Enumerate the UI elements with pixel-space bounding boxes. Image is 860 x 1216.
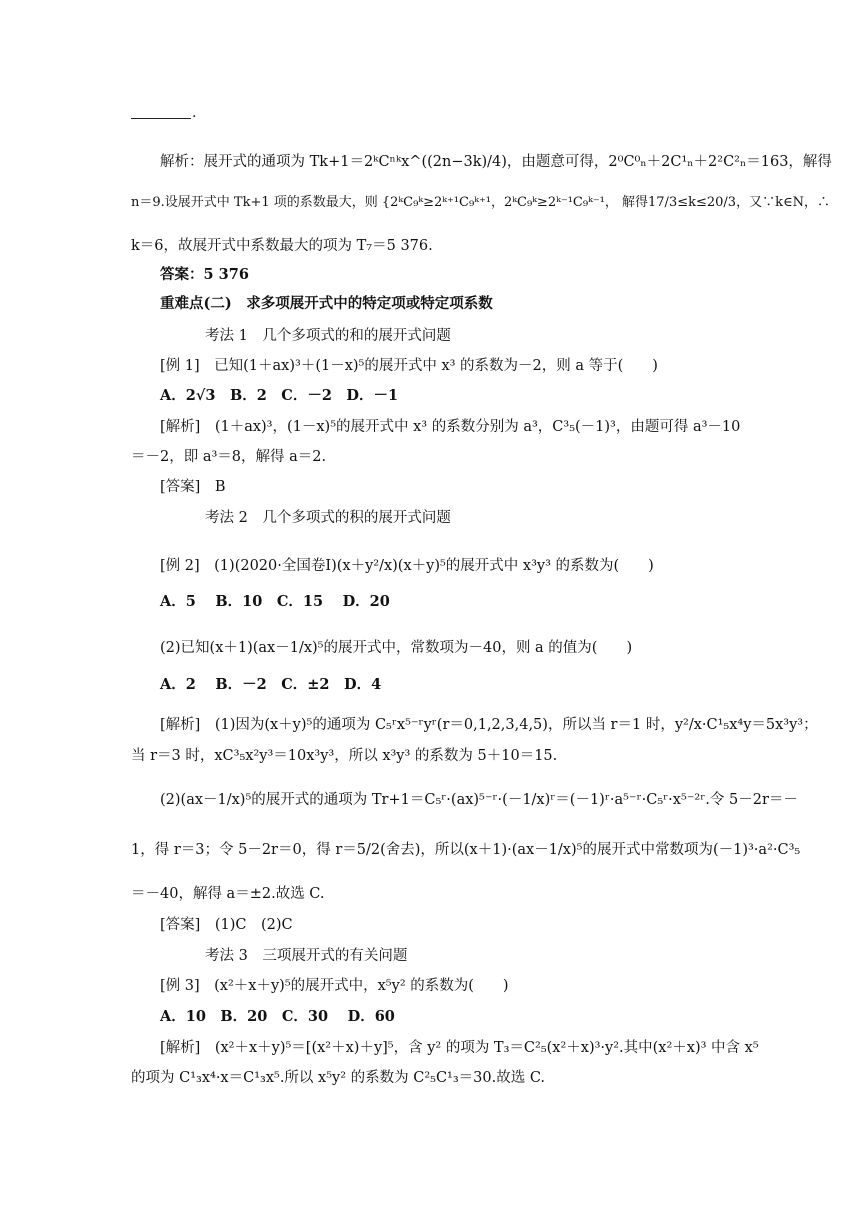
text-line-16: A．2 B．－2 C．±2 D．4 xyxy=(160,676,382,693)
text-line-10: ＝－2，即 a³＝8，解得 a＝2. xyxy=(131,449,327,465)
text-line-9: [解析] (1＋ax)³，(1－x)⁵的展开式中 x³ 的系数分别为 a³，C³₅(－1)³，由题可得 a³－10 xyxy=(160,419,741,435)
text-line-25: A．10 B．20 C．30 D．60 xyxy=(160,1008,395,1025)
text-line-4: 答案：5 376 xyxy=(160,266,249,283)
text-line-14: A．5 B．10 C．15 D．20 xyxy=(160,593,390,610)
text-line-19: (2)(ax－1/x)⁵的展开式的通项为 Tr+1＝C₅ʳ·(ax)⁵⁻ʳ·(－1/x)ʳ＝(－1)ʳ·a⁵⁻ʳ·C₅ʳ·x⁵⁻²ʳ.令 5－2r＝－ xyxy=(160,792,798,808)
text-line-5: 重难点(二) 求多项展开式中的特定项或特定项系数 xyxy=(160,295,493,312)
text-line-3: k＝6，故展开式中系数最大的项为 T₇＝5 376. xyxy=(131,238,433,254)
text-line-18: 当 r＝3 时，xC³₅x²y³＝10x³y³，所以 x³y³ 的系数为 5＋10＝15. xyxy=(131,748,558,764)
text-line-12: 考法 2 几个多项式的积的展开式问题 xyxy=(205,510,451,526)
text-line-22: [答案] (1)C (2)C xyxy=(160,917,293,933)
text-line-24: [例 3] (x²＋x＋y)⁵的展开式中，x⁵y² 的系数为( ) xyxy=(160,978,509,994)
text-line-11: [答案] B xyxy=(160,479,226,495)
text-line-27: 的项为 C¹₃x⁴·x＝C¹₃x⁵.所以 x⁵y² 的系数为 C²₅C¹₃＝30.故选 C. xyxy=(131,1070,546,1086)
text-line-1: 解析：展开式的通项为 Tk+1＝2ᵏCⁿᵏx^((2n−3k)/4)，由题意可得，2⁰C⁰ₙ＋2C¹ₙ＋2²C²ₙ＝163，解得 xyxy=(160,154,832,170)
text-line-2: n＝9.设展开式中 Tk+1 项的系数最大，则 {2ᵏC₉ᵏ≥2ᵏ⁺¹C₉ᵏ⁺¹，2ᵏC₉ᵏ≥2ᵏ⁻¹C₉ᵏ⁻¹， 解得17/3≤k≤20/3，又∵k∈N，∴ xyxy=(131,195,830,210)
text-line-8: A．2√3 B．2 C．－2 D．－1 xyxy=(160,387,399,404)
text-line-15: (2)已知(x＋1)(ax－1/x)⁵的展开式中，常数项为－40，则 a 的值为( ) xyxy=(160,640,633,656)
text-line-23: 考法 3 三项展开式的有关问题 xyxy=(205,948,408,964)
text-line-21: ＝－40，解得 a＝±2.故选 C. xyxy=(131,886,325,902)
blank-period: . xyxy=(192,105,197,121)
text-line-17: [解析] (1)因为(x＋y)⁵的通项为 C₅ʳx⁵⁻ʳyʳ(r＝0,1,2,3,4,5)，所以当 r＝1 时，y²/x·C¹₅x⁴y＝5x³y³； xyxy=(160,717,818,733)
text-line-26: [解析] (x²＋x＋y)⁵＝[(x²＋x)＋y]⁵，含 y² 的项为 T₃＝C²₅(x²＋x)³·y².其中(x²＋x)³ 中含 x⁵ xyxy=(160,1040,759,1056)
answer-blank-line xyxy=(131,118,191,119)
text-line-20: 1，得 r＝3；令 5－2r＝0，得 r＝5/2(舍去)，所以(x＋1)·(ax－1/x)⁵的展开式中常数项为(－1)³·a²·C³₅ xyxy=(131,842,801,858)
text-line-6: 考法 1 几个多项式的和的展开式问题 xyxy=(205,328,451,344)
text-line-13: [例 2] (1)(2020·全国卷Ⅰ)(x＋y²/x)(x＋y)⁵的展开式中 x³y³ 的系数为( ) xyxy=(160,558,654,574)
text-line-7: [例 1] 已知(1＋ax)³＋(1－x)⁵的展开式中 x³ 的系数为－2，则 a 等于( ) xyxy=(160,358,658,374)
